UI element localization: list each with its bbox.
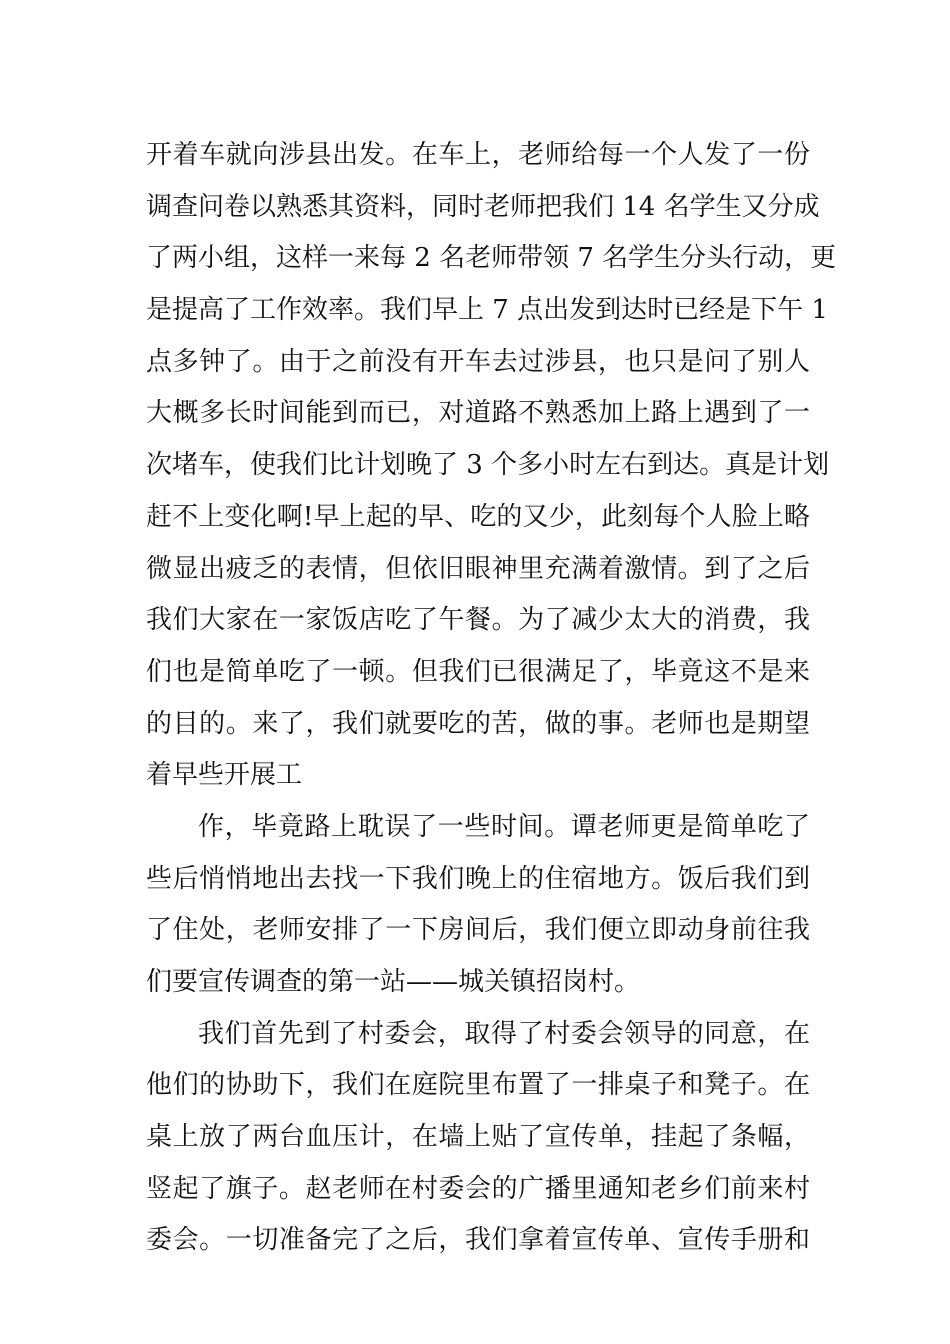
text-line: 委会。一切准备完了之后，我们拿着宣传单、宣传手册和 <box>146 1225 810 1256</box>
text-line: 们要宣传调查的第一站——城关镇招岗村。 <box>146 967 641 997</box>
text-line: 点多钟了。由于之前没有开车去过涉县，也只是问了别人 <box>146 346 810 377</box>
text-line: 开着车就向涉县出发。在车上，老师给每一个人发了一份 <box>146 140 810 170</box>
text-line: 我们首先到了村委会，取得了村委会领导的同意，在 <box>198 1018 810 1049</box>
text-line: 我们大家在一家饭店吃了午餐。为了减少太大的消费，我 <box>146 605 810 636</box>
text-line: 些后悄悄地出去找一下我们晚上的住宿地方。饭后我们到 <box>146 863 810 894</box>
text-line: 桌上放了两台血压计，在墙上贴了宣传单，挂起了条幅， <box>146 1122 810 1153</box>
text-line: 竖起了旗子。赵老师在村委会的广播里通知老乡们前来村 <box>146 1173 810 1204</box>
text-line: 他们的协助下，我们在庭院里布置了一排桌子和凳子。在 <box>146 1070 810 1101</box>
text-line: 次堵车，使我们比计划晚了 3 个多小时左右到达。真是计划 <box>146 450 830 481</box>
text-line: 着早些开展工 <box>146 760 303 791</box>
text-line: 们也是简单吃了一顿。但我们已很满足了，毕竟这不是来 <box>146 656 810 687</box>
text-line: 作，毕竟路上耽误了一些时间。谭老师更是简单吃了 <box>198 811 810 842</box>
text-line: 微显出疲乏的表情，但依旧眼神里充满着激情。到了之后 <box>146 553 810 584</box>
text-line: 的目的。来了，我们就要吃的苦，做的事。老师也是期望 <box>146 708 810 739</box>
text-line: 调查问卷以熟悉其资料，同时老师把我们 14 名学生又分成 <box>146 191 820 222</box>
text-line: 了住处，老师安排了一下房间后，我们便立即动身前往我 <box>146 915 810 946</box>
text-line: 了两小组，这样一来每 2 名老师带领 7 名学生分头行动，更 <box>146 243 837 274</box>
text-line: 赶不上变化啊!早上起的早、吃的又少，此刻每个人脸上略 <box>146 501 810 532</box>
body-text <box>146 130 837 1267</box>
text-line: 是提高了工作效率。我们早上 7 点出发到达时已经是下午 1 <box>146 295 828 326</box>
text-line: 大概多长时间能到而已，对道路不熟悉加上路上遇到了一 <box>146 398 810 429</box>
